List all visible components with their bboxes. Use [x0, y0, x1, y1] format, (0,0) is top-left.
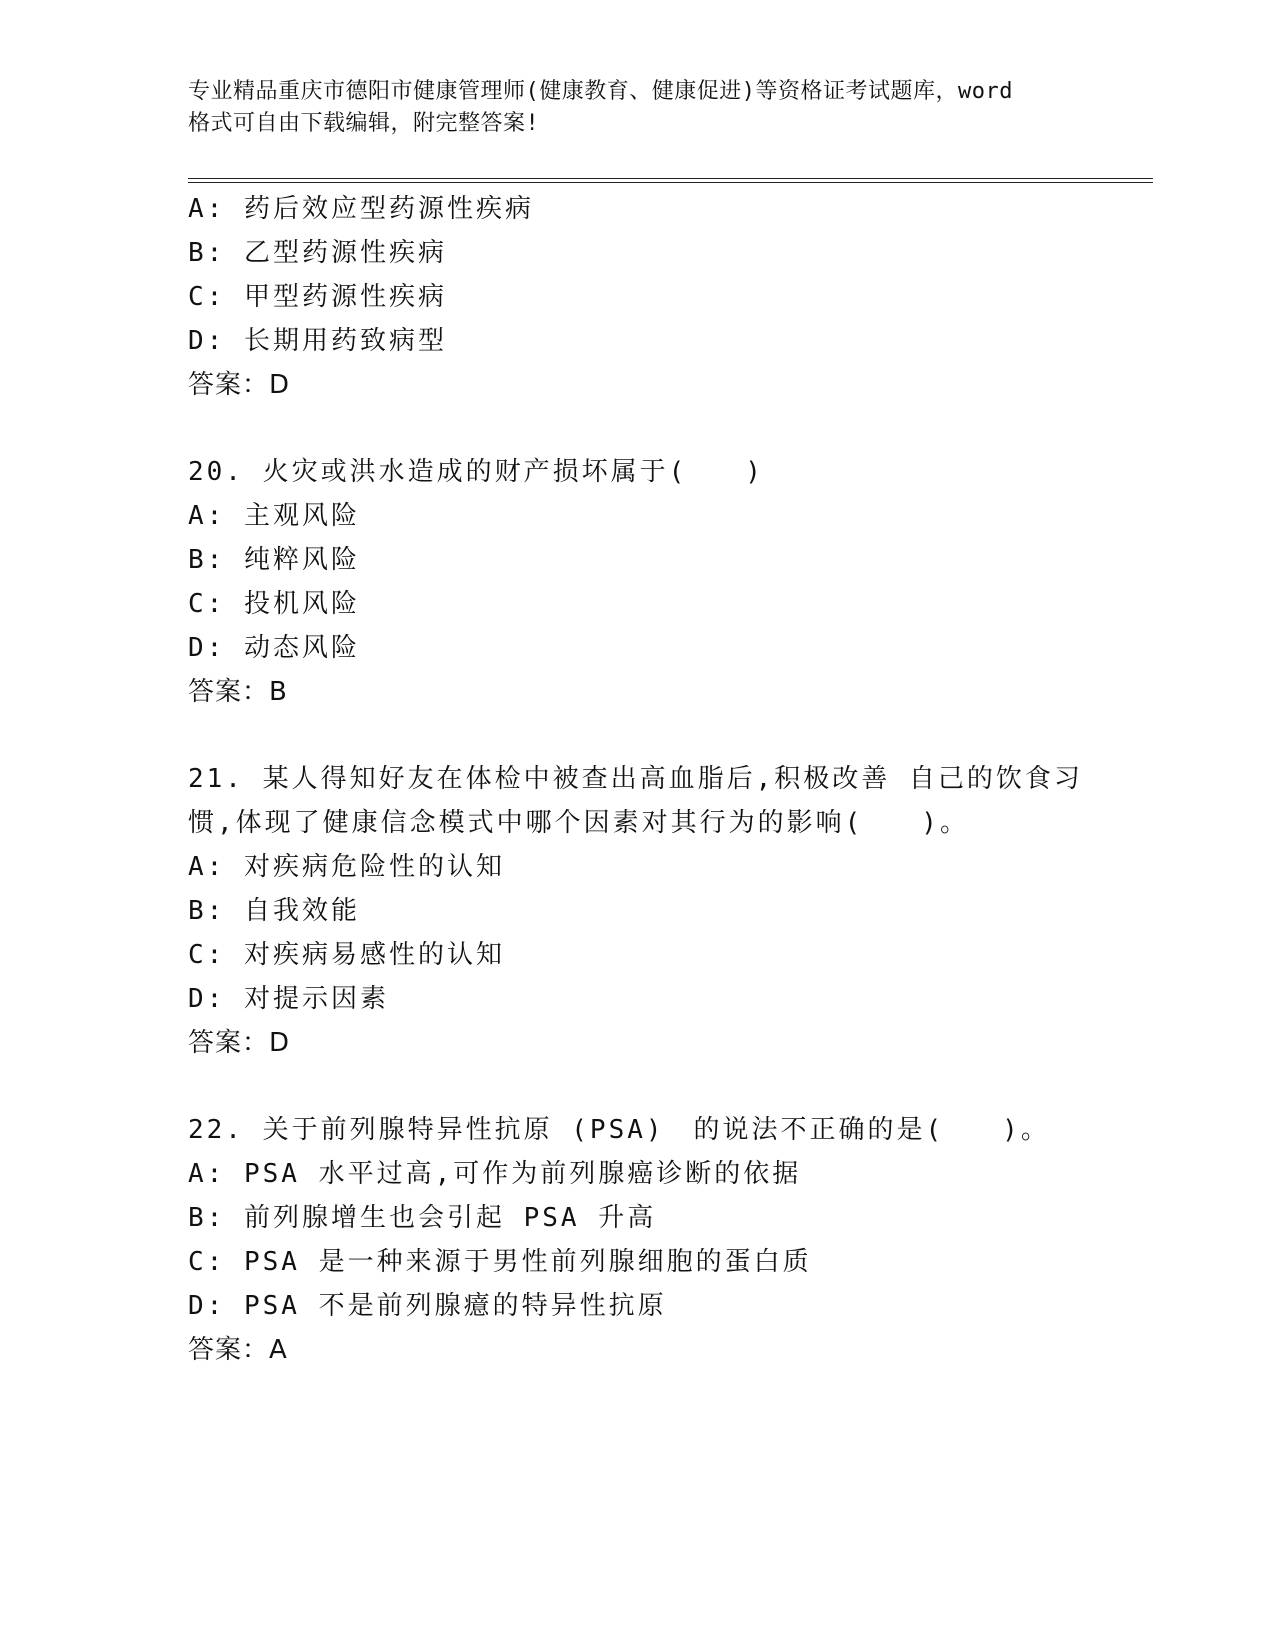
- q22-option-c: C: PSA 是一种来源于男性前列腺细胞的蛋白质: [188, 1247, 812, 1277]
- q19-option-a: A: 药后效应型药源性疾病: [188, 194, 534, 224]
- q21-option-c: C: 对疾病易感性的认知: [188, 940, 505, 970]
- q20-option-c: C: 投机风险: [188, 589, 360, 619]
- q22-option-d: D: PSA 不是前列腺癔的特异性抗原: [188, 1291, 667, 1321]
- q21-answer: 答案：D: [188, 1028, 291, 1058]
- header-divider-bottom: [188, 182, 1153, 183]
- q21-option-a: A: 对疾病危险性的认知: [188, 852, 505, 882]
- q20-option-a: A: 主观风险: [188, 501, 360, 531]
- q21-option-d: D: 对提示因素: [188, 984, 389, 1014]
- q19-option-b: B: 乙型药源性疾病: [188, 238, 447, 268]
- q22-option-a: A: PSA 水平过高,可作为前列腺癌诊断的依据: [188, 1159, 802, 1189]
- q21-stem-line-2: 惯,体现了健康信念模式中哪个因素对其行为的影响( )。: [188, 808, 969, 838]
- q21-option-b: B: 自我效能: [188, 896, 360, 926]
- q20-option-b: B: 纯粹风险: [188, 545, 360, 575]
- header-divider-top: [188, 178, 1153, 179]
- q22-answer: 答案：A: [188, 1335, 288, 1365]
- q20-option-d: D: 动态风险: [188, 633, 360, 663]
- q19-option-d: D: 长期用药致病型: [188, 326, 447, 356]
- q20-answer: 答案：B: [188, 677, 288, 707]
- q20-stem: 20. 火灾或洪水造成的财产损坏属于( ): [188, 457, 764, 487]
- q22-option-b: B: 前列腺增生也会引起 PSA 升高: [188, 1203, 657, 1233]
- q19-answer: 答案：D: [188, 370, 291, 400]
- q19-option-c: C: 甲型药源性疾病: [188, 282, 447, 312]
- header-line-2: 格式可自由下载编辑，附完整答案!: [188, 111, 540, 136]
- header-line-1: 专业精品重庆市德阳市健康管理师(健康教育、健康促进)等资格证考试题库，word: [188, 79, 1013, 104]
- q22-stem: 22. 关于前列腺特异性抗原 (PSA) 的说法不正确的是( )。: [188, 1115, 1050, 1145]
- q21-stem-line-1: 21. 某人得知好友在体检中被查出高血脂后,积极改善 自己的饮食习: [188, 764, 1083, 794]
- document-header: [188, 76, 1088, 140]
